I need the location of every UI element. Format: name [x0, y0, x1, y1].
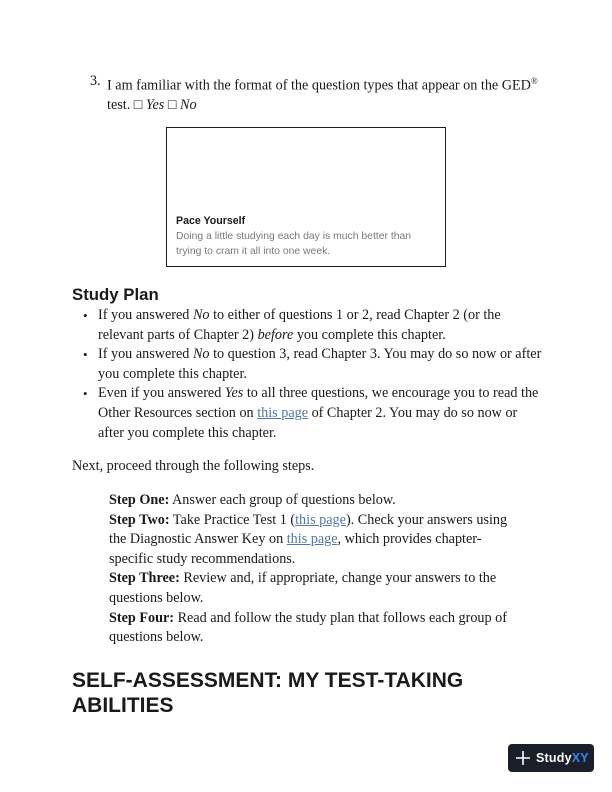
bullet-icon: •	[83, 386, 88, 402]
tip-body: Doing a little studying each day is much better than trying to cram it all into one week.	[176, 231, 412, 257]
bullet-icon: •	[83, 347, 88, 363]
list-item: • If you answered No to either of questions 1 or 2, read Chapter 2 (or the relevant parts of Chapter 2) before you complete this chapter.	[83, 307, 501, 343]
next-steps-intro: Next, proceed through the following steps.	[72, 458, 315, 474]
studyxy-badge[interactable]	[508, 744, 594, 772]
steps-block	[109, 491, 509, 648]
registered-mark: ®	[530, 76, 538, 86]
answer-key-link[interactable]: this page	[286, 531, 338, 548]
self-assessment-heading: SELF-ASSESSMENT: MY TEST-TAKING ABILITIES	[72, 669, 464, 717]
question-text: I am familiar with the format of the question types that appear on the GED® test. □ Yes □ No	[107, 76, 538, 114]
option-no: No	[180, 97, 197, 114]
list-item: • Even if you answered Yes to all three questions, we encourage you to read the Other Resources section on this page of Chapter 2. You may do so now or after you complete this chapter.	[83, 385, 539, 441]
practice-test-link[interactable]: this page	[295, 511, 346, 528]
other-resources-link[interactable]: this page	[257, 404, 309, 421]
checkbox-yes-icon[interactable]: □	[133, 97, 143, 114]
tip-box	[166, 127, 446, 267]
brand-name: StudyXY	[536, 751, 589, 765]
checkbox-no-icon[interactable]: □	[167, 97, 177, 114]
list-item: • If you answered No to question 3, read Chapter 3. You may do so now or after you complete this chapter.	[83, 346, 542, 382]
bullet-icon: •	[83, 308, 88, 323]
plus-sparkle-icon	[516, 751, 530, 765]
study-plan-heading: Study Plan	[72, 285, 159, 304]
study-plan-list	[72, 306, 542, 443]
question-3	[90, 72, 550, 116]
step-three: Step Three: Review and, if appropriate, change your answers to the questions below.	[109, 570, 497, 606]
tip-title: Pace Yourself	[176, 215, 246, 227]
question-number: 3.	[90, 73, 101, 89]
step-one: Step One: Answer each group of questions below.	[109, 492, 396, 508]
step-two: Step Two: Take Practice Test 1 (this page). Check your answers using the Diagnostic Answer Key on this page, which provides chapter-specific study recommendations.	[109, 511, 508, 567]
option-yes: Yes	[145, 97, 165, 114]
step-four: Step Four: Read and follow the study plan that follows each group of questions below.	[109, 609, 507, 646]
